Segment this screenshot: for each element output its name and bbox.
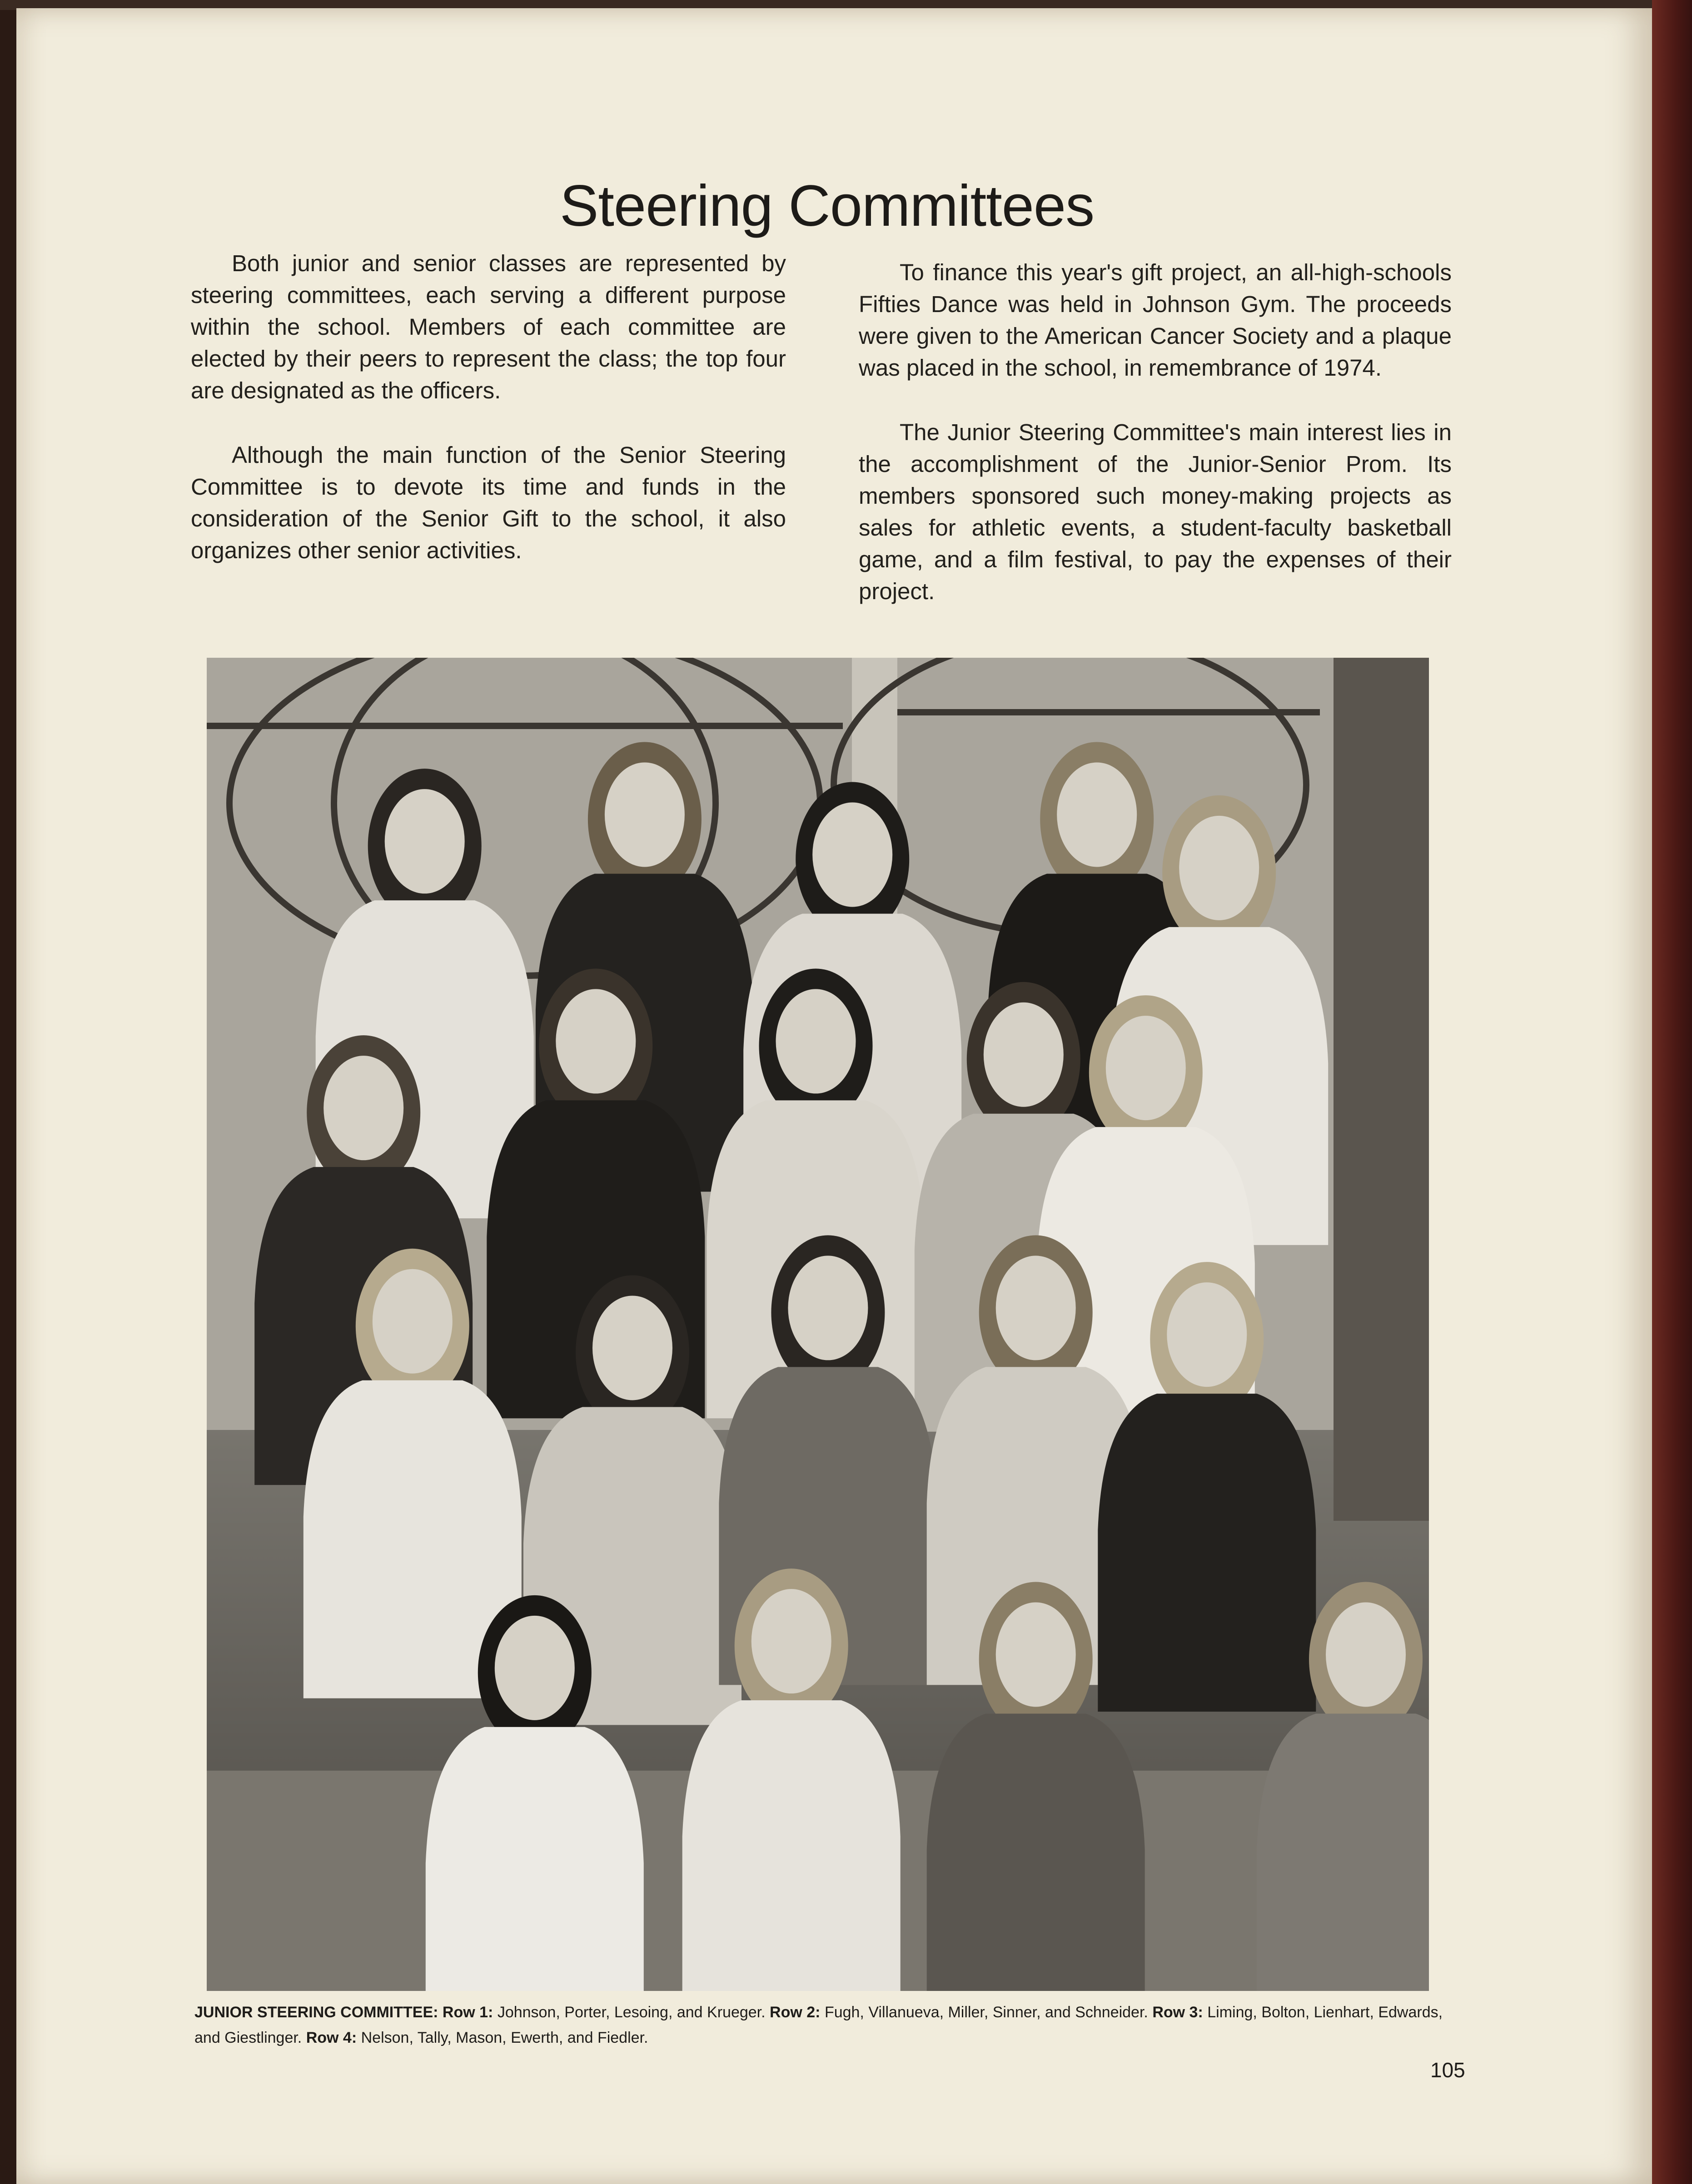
right-text-column xyxy=(859,257,1452,640)
caption-row-names: Liming, Bolton, Lienhart, Edwards, and Giestlinger. xyxy=(194,2004,1443,2046)
group-photo-illustration xyxy=(207,658,1429,1991)
photo-person-face xyxy=(605,762,685,867)
paragraph: Although the main function of the Senior Steering Committee is to devote its time and funds in the consideration of the Senior Gift to the school, it also organizes other senior activities. xyxy=(191,442,786,563)
photo-person-face xyxy=(323,1056,403,1160)
left-text-column xyxy=(191,248,786,599)
photo-person-face xyxy=(751,1589,831,1693)
photo-person-face xyxy=(1179,816,1259,920)
photo-person-face xyxy=(788,1256,868,1360)
caption-row-names: Nelson, Tally, Mason, Ewerth, and Fiedler. xyxy=(361,2029,648,2046)
photo-person-body xyxy=(927,1714,1145,1991)
photo-person-face xyxy=(984,1003,1064,1107)
caption-row-label: Row 1: xyxy=(442,2004,493,2021)
caption-row-label: Row 3: xyxy=(1152,2004,1203,2021)
caption-row-label: Row 2: xyxy=(770,2004,821,2021)
photo-caption xyxy=(194,2000,1448,2050)
photo-person-face xyxy=(1106,1016,1186,1120)
photo-person-face xyxy=(592,1296,672,1400)
caption-row-names: Fugh, Villanueva, Miller, Sinner, and Schneider. xyxy=(824,2004,1148,2021)
photo-person-face xyxy=(1167,1282,1247,1387)
caption-row-names: Johnson, Porter, Lesoing, and Krueger. xyxy=(497,2004,766,2021)
paragraph: The Junior Steering Committee's main interest lies in the accomplishment of the Junior-Senior Prom. Its members sponsored such money-making projects as sales for athletic events, a student-faculty basketball game, and a film festival, to pay the expenses of their project. xyxy=(859,419,1452,604)
caption-row-label: Row 4: xyxy=(306,2029,357,2046)
group-photo xyxy=(207,658,1429,1991)
photo-person-face xyxy=(812,803,892,907)
paragraph: Both junior and senior classes are represented by steering committees, each serving a different purpose within the school. Members of each committee are elected by their peers to represent the class; the top four are designated as the officers. xyxy=(191,250,786,403)
page-title: Steering Committees xyxy=(559,174,1095,238)
photo-person-face xyxy=(1057,762,1137,867)
photo-person-face xyxy=(556,989,636,1093)
photo-person-face xyxy=(996,1603,1076,1707)
photo-person-face xyxy=(373,1269,453,1374)
photo-person-face xyxy=(1326,1603,1406,1707)
photo-person-face xyxy=(776,989,856,1093)
photo-person-body xyxy=(426,1727,644,1991)
paragraph: To finance this year's gift project, an all-high-schools Fifties Dance was held in Johnson Gym. The proceeds were given to the American Cancer Society and a plaque was placed in the school, in remembrance of 1974. xyxy=(859,259,1452,381)
photo-person-face xyxy=(385,789,465,893)
photo-person-body xyxy=(682,1700,901,1991)
photo-brick-column xyxy=(1334,658,1429,1521)
photo-person-body xyxy=(1098,1394,1316,1712)
page-number: 105 xyxy=(1430,2058,1465,2082)
caption-heading: JUNIOR STEERING COMMITTEE: xyxy=(194,2004,438,2021)
photo-person-body xyxy=(1257,1714,1429,1991)
book-binding xyxy=(1652,0,1692,2184)
photo-person-face xyxy=(495,1616,575,1720)
photo-person-face xyxy=(996,1256,1076,1360)
